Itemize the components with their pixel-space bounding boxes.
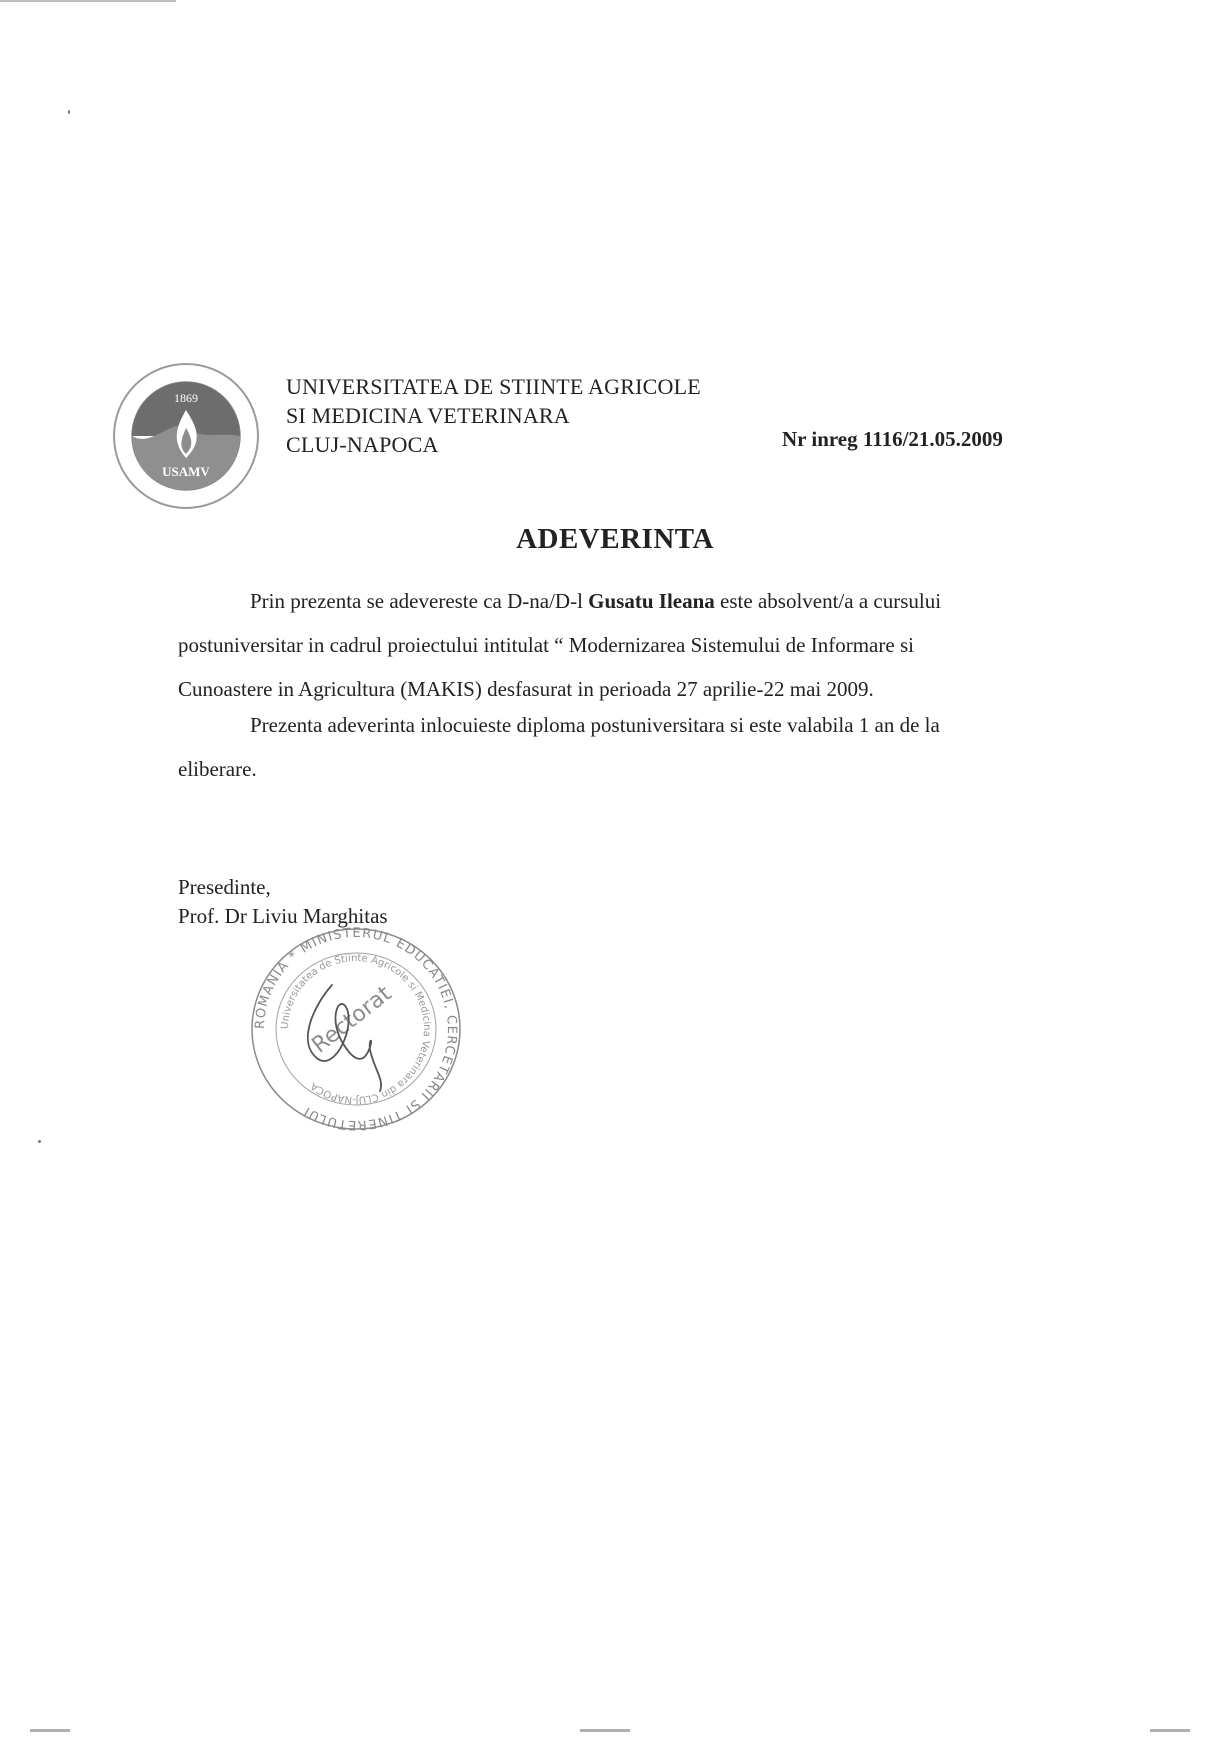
- paragraph-line: Cunoastere in Agricultura (MAKIS) desfasurat in perioada 27 aprilie-22 mai 2009.: [178, 677, 874, 701]
- stamp-inner-text: Universitatea de Stiinte Agricole si Medicina Veterinara din CLUJ-NAPOCA: [279, 952, 433, 1106]
- paragraph-line: postuniversitar in cadrul proiectului intitulat “ Modernizarea Sistemului de Informare si: [178, 633, 914, 657]
- scan-edge: [0, 0, 176, 2]
- scan-speck: [38, 1140, 41, 1143]
- intro-text-end: este absolvent/a a cursului: [714, 589, 942, 613]
- certificate-paragraph-2: [178, 703, 1060, 791]
- university-city: CLUJ-NAPOCA: [286, 432, 439, 457]
- graduate-name: Gusatu Ileana: [588, 589, 715, 613]
- stamp-outer-text: ROMANIA * MINISTERUL EDUCATIEI, CERCETARII SI TINERETULUI: [252, 925, 460, 1133]
- document-title: ADEVERINTA: [516, 523, 714, 555]
- signatory-role: Presedinte,: [178, 875, 271, 899]
- university-header: [286, 372, 701, 459]
- logo-abbr-text: USAMV: [162, 464, 210, 479]
- university-seal-logo: [112, 362, 260, 510]
- logo-year-text: 1869: [174, 391, 198, 405]
- scan-dash: [1150, 1729, 1190, 1732]
- university-name-line1: UNIVERSITATEA DE STIINTE AGRICOLE: [286, 374, 701, 399]
- line-text: [250, 579, 941, 623]
- stamp-center-text: Rectorat: [307, 981, 397, 1059]
- university-name-line2: SI MEDICINA VETERINARA: [286, 403, 570, 428]
- paragraph-line: Prezenta adeverinta inlocuieste diploma postuniversitara si este valabila 1 an de la: [250, 713, 940, 737]
- registration-number: Nr inreg 1116/21.05.2009: [782, 427, 1003, 451]
- scan-speck: [68, 110, 70, 114]
- certificate-paragraph-1: [178, 579, 1060, 711]
- paragraph-line: [178, 579, 1060, 623]
- intro-text: Prin prezenta se adevereste ca D-na/D-l: [250, 589, 589, 613]
- scan-dash: [30, 1729, 70, 1732]
- rectorate-stamp: [236, 915, 476, 1143]
- scan-dash: [580, 1729, 630, 1732]
- paragraph-line: eliberare.: [178, 757, 257, 781]
- signatory-name: Prof. Dr Liviu Marghitas: [178, 904, 388, 928]
